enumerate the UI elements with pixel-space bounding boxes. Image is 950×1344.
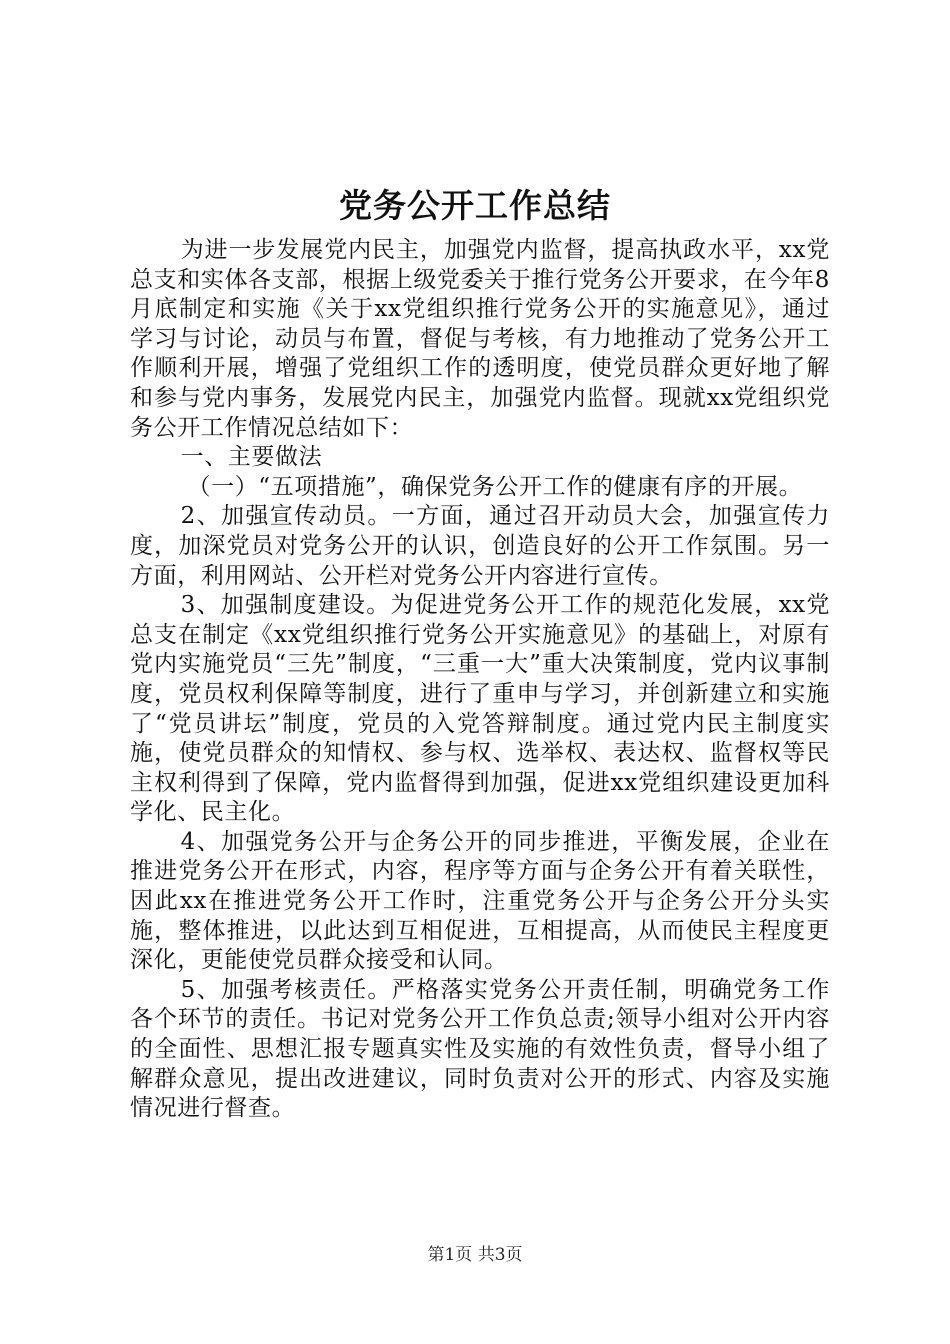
paragraph-item-4: 4、加强党务公开与企务公开的同步推进，平衡发展，企业在推进党务公开在形式，内容，程序等方面与企务公开有着关联性，因此xx在推进党务公开工作时，注重党务公开与企务公开分头实施，整体推进，以此达到互相促进，互相提高，从而使民主程度更深化，更能使党员群众接受和认同。 (130, 828, 830, 974)
paragraph-item-3: 3、加强制度建设。为促进党务公开工作的规范化发展，xx党总支在制定《xx党组织推行党务公开实施意见》的基础上，对原有党内实施党员“三先”制度，“三重一大”重大决策制度，党内议事制度，党员权利保障等制度，进行了重申与学习，并创新建立和实施了“党员讲坛”制度，党员的入党答辩制度。通过党内民主制度实施，使党员群众的知情权、参与权、选举权、表达权、监督权等民主权利得到了保障，党内监督得到加强，促进xx党组织建设更加科学化、民主化。 (130, 592, 830, 826)
document-title: 党务公开工作总结 (339, 186, 611, 225)
section-heading-main-practices: 一、主要做法 (180, 444, 323, 471)
document-body (130, 236, 830, 1124)
subsection-heading-five-measures: （一）“五项措施”，确保党务公开工作的健康有序的开展。 (187, 473, 803, 500)
paragraph-item-5: 5、加强考核责任。严格落实党务公开责任制，明确党务工作各个环节的责任。书记对党务公开工作负总责;领导小组对公开内容的全面性、思想汇报专题真实性及实施的有效性负责，督导小组了解群众意见，提出改进建议，同时负责对公开的形式、内容及实施情况进行督查。 (130, 976, 830, 1122)
intro-paragraph: 为进一步发展党内民主，加强党内监督，提高执政水平，xx党总支和实体各支部，根据上级党委关于推行党务公开要求，在今年8月底制定和实施《关于xx党组织推行党务公开的实施意见》，通过学习与讨论，动员与布置，督促与考核，有力地推动了党务公开工作顺利开展，增强了党组织工作的透明度，使党员群众更好地了解和参与党内事务，发展党内民主，加强党内监督。现就xx党组织党务公开工作情况总结如下： (130, 237, 830, 441)
page-number-footer: 第1页 共3页 (427, 1245, 523, 1265)
paragraph-item-2: 2、加强宣传动员。一方面，通过召开动员大会，加强宣传力度，加深党员对党务公开的认识，创造良好的公开工作氛围。另一方面，利用网站、公开栏对党务公开内容进行宣传。 (130, 503, 830, 589)
